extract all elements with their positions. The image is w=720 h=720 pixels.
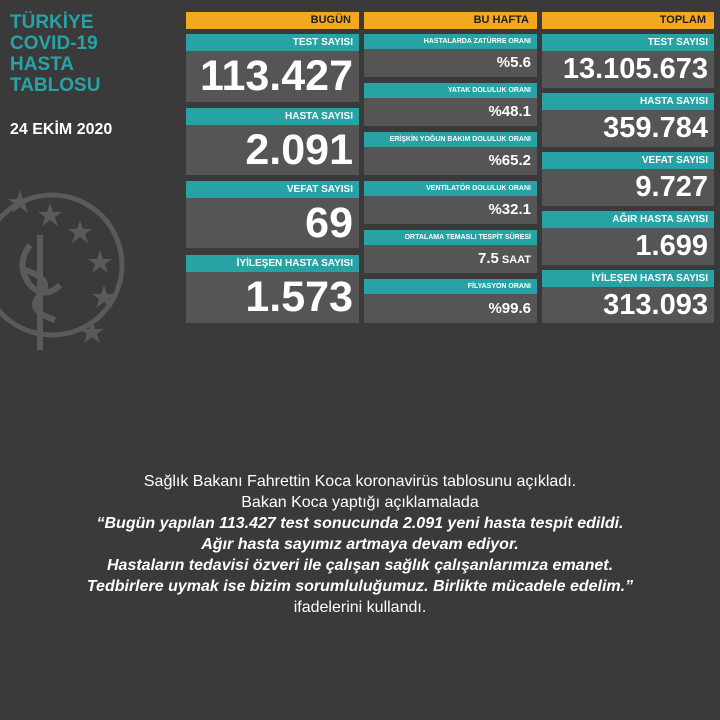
week-bed-label: YATAK DOLULUK ORANI <box>364 83 537 98</box>
week-pneumonia-value: %5.6 <box>364 49 537 77</box>
total-test-label: TEST SAYISI <box>542 34 714 51</box>
column-header-today: BUGÜN <box>186 12 359 29</box>
column-header-total: TOPLAM <box>542 12 714 29</box>
caption-text <box>0 471 720 618</box>
today-recovered-value: 1.573 <box>186 272 359 323</box>
report-date: 24 EKİM 2020 <box>10 121 113 138</box>
total-test-value: 13.105.673 <box>542 51 714 88</box>
unit-label: SAAT <box>501 254 531 266</box>
today-death-label: VEFAT SAYISI <box>186 181 359 198</box>
total-case-label: HASTA SAYISI <box>542 93 714 110</box>
total-recovered-value: 313.093 <box>542 287 714 323</box>
week-filiation-label: FİLYASYON ORANI <box>364 279 537 294</box>
title-line: TÜRKİYE <box>10 12 94 33</box>
week-icu-label: ERİŞKİN YOĞUN BAKIM DOLULUK ORANI <box>364 132 537 147</box>
total-critical-value: 1.699 <box>542 228 714 265</box>
total-critical-label: AĞIR HASTA SAYISI <box>542 211 714 228</box>
total-recovered-label: İYİLEŞEN HASTA SAYISI <box>542 270 714 287</box>
table-title <box>10 12 180 96</box>
today-recovered-label: İYİLEŞEN HASTA SAYISI <box>186 255 359 272</box>
today-case-label: HASTA SAYISI <box>186 108 359 125</box>
total-case-value: 359.784 <box>542 110 714 147</box>
quote-line: Tedbirlere uymak ise bizim sorumluluğumuz. Birlikte mücadele edelim.” <box>86 578 634 595</box>
today-case-value: 2.091 <box>186 125 359 175</box>
week-icu-value: %65.2 <box>364 147 537 175</box>
total-death-value: 9.727 <box>542 169 714 206</box>
week-contact-time-value: 7.5 SAAT <box>364 245 537 273</box>
today-test-label: TEST SAYISI <box>186 34 359 51</box>
quote-line: Ağır hasta sayımız artmaya devam ediyor. <box>201 536 519 553</box>
total-death-label: VEFAT SAYISI <box>542 152 714 169</box>
column-header-week: BU HAFTA <box>364 12 537 29</box>
today-death-value: 69 <box>186 198 359 248</box>
quote-line: “Bugün yapılan 113.427 test sonucunda 2.091 yeni hasta tespit edildi. <box>96 515 624 532</box>
caption-line: ifadelerini kullandı. <box>293 599 427 616</box>
week-pneumonia-label: HASTALARDA ZATÜRRE ORANI <box>364 34 537 49</box>
quote-line: Hastaların tedavisi özveri ile çalışan sağlık çalışanlarımıza emanet. <box>106 557 614 574</box>
week-bed-value: %48.1 <box>364 98 537 126</box>
week-ventilator-label: VENTİLATÖR DOLULUK ORANI <box>364 181 537 196</box>
title-line: TABLOSU <box>10 75 101 96</box>
week-ventilator-value: %32.1 <box>364 196 537 224</box>
title-line: COVID-19 <box>10 33 98 54</box>
title-line: HASTA <box>10 54 75 75</box>
week-contact-time-label: ORTALAMA TEMASLI TESPİT SÜRESİ <box>364 230 537 245</box>
caption-line: Sağlık Bakanı Fahrettin Koca koronavirüs tablosunu açıkladı. <box>143 473 577 490</box>
ministry-emblem-icon <box>0 175 140 355</box>
today-test-value: 113.427 <box>186 51 359 102</box>
week-filiation-value: %99.6 <box>364 294 537 323</box>
caption-line: Bakan Koca yaptığı açıklamalada <box>241 494 479 511</box>
